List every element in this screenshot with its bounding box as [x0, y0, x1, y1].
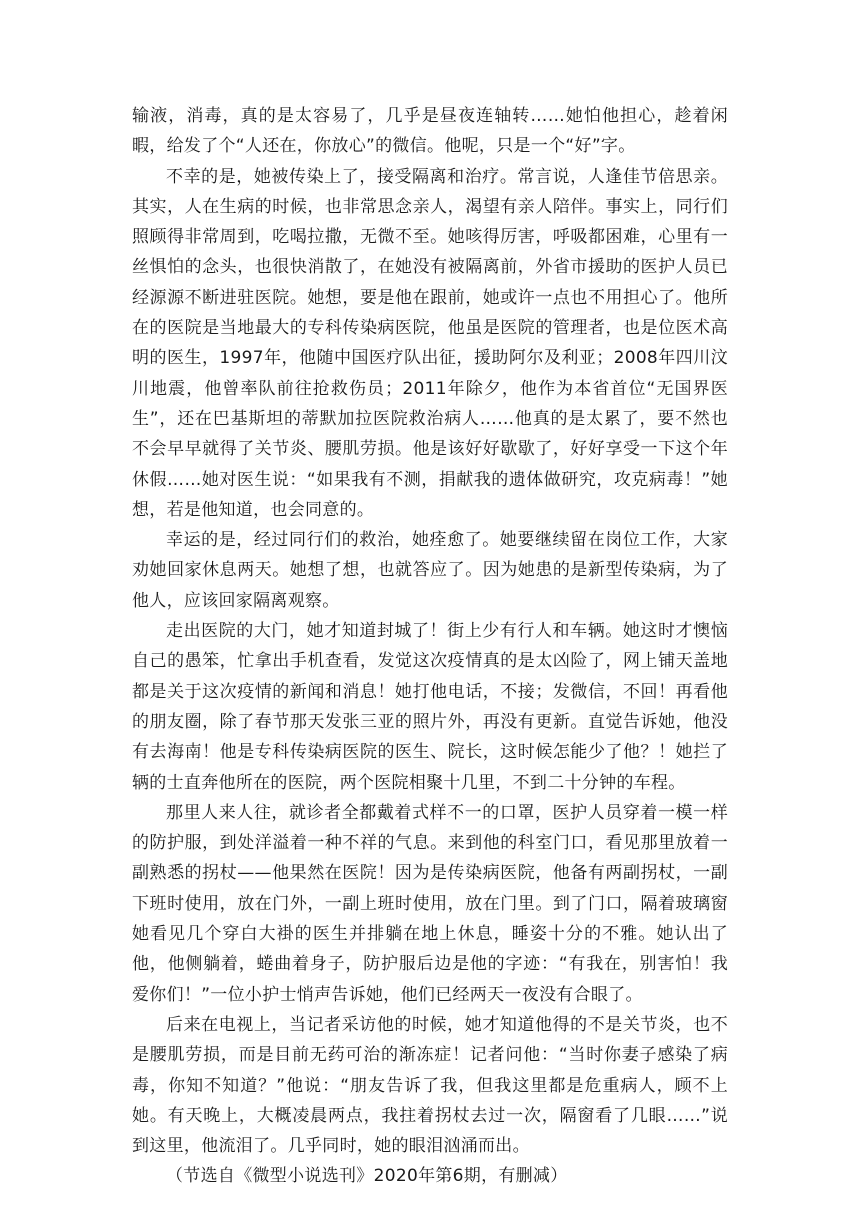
source-citation: （节选自《微型小说选刊》2020年第6期，有删减）: [166, 1166, 568, 1187]
article-body: [132, 101, 728, 1192]
paragraph-2: 不幸的是，她被传染上了，接受隔离和治疗。常言说，人逢佳节倍思亲。其实，人在生病的时候，也非常思念亲人，渴望有亲人陪伴。事实上，同行们照顾得非常周到，吃喝拉撒，无微不至。她咳得厉害，呼吸都困难，心里有一丝惧怕的念头，也很快消散了，在她没有被隔离前，外省市援助的医护人员已经源源不断进驻医院。她想，要是他在跟前，她或许一点也不用担心了。他所在的医院是当地最大的专科传染病医院，他虽是医院的管理者，也是位医术高明的医生，1997年，他随中国医疗队出征，援助阿尔及利亚；2008年四川汶川地震，他曾率队前往抢救伤员；2011年除夕，他作为本省首位“无国界医生”，还在巴基斯坦的蒂默加拉医院救治病人……他真的是太累了，要不然也不会早早就得了关节炎、腰肌劳损。他是该好好歇歇了，好好享受一下这个年休假……她对医生说：“如果我有不测，捐献我的遗体做研究，攻克病毒！”她想，若是他知道，也会同意的。: [132, 166, 728, 520]
paragraph-3: 幸运的是，经过同行们的救治，她痊愈了。她要继续留在岗位工作，大家劝她回家休息两天。她想了想，也就答应了。因为她患的是新型传染病，为了他人，应该回家隔离观察。: [132, 530, 728, 611]
paragraph-4: 走出医院的大门，她才知道封城了！街上少有行人和车辆。她这时才懊恼自己的愚笨，忙拿出手机查看，发觉这次疫情真的是太凶险了，网上铺天盖地都是关于这次疫情的新闻和消息！她打他电话，不接；发微信，不回！再看他的朋友圈，除了春节那天发张三亚的照片外，再没有更新。直觉告诉她，他没有去海南！他是专科传染病医院的医生、院长，这时候怎能少了他？！她拦了辆的士直奔他所在的医院，两个医院相聚十几里，不到二十分钟的车程。: [132, 621, 728, 793]
paragraph-5: 那里人来人往，就诊者全都戴着式样不一的口罩，医护人员穿着一模一样的防护服，到处洋溢着一种不祥的气息。来到他的科室门口，看见那里放着一副熟悉的拐杖——他果然在医院！因为是传染病医院，他备有两副拐杖，一副下班时使用，放在门外，一副上班时使用，放在门里。到了门口，隔着玻璃窗她看见几个穿白大褂的医生并排躺在地上休息，睡姿十分的不雅。她认出了他，他侧躺着，蜷曲着身子，防护服后边是他的字迹：“有我在，别害怕！我爱你们！”一位小护士悄声告诉她，他们已经两天一夜没有合眼了。: [132, 802, 728, 1005]
paragraph-6: 后来在电视上，当记者采访他的时候，她才知道他得的不是关节炎，也不是腰肌劳损，而是目前无药可治的渐冻症！记者问他：“当时你妻子感染了病毒，你知不知道？”他说：“朋友告诉了我，但我这里都是危重病人，顾不上她。有天晚上，大概凌晨两点，我拄着拐杖去过一次，隔窗看了几眼……”说到这里，他流泪了。几乎同时，她的眼泪汹涌而出。: [132, 1014, 728, 1157]
paragraph-1: 输液，消毒，真的是太容易了，几乎是昼夜连轴转……她怕他担心，趁着闲暇，给发了个“人还在，你放心”的微信。他呢，只是一个“好”字。: [132, 106, 728, 157]
